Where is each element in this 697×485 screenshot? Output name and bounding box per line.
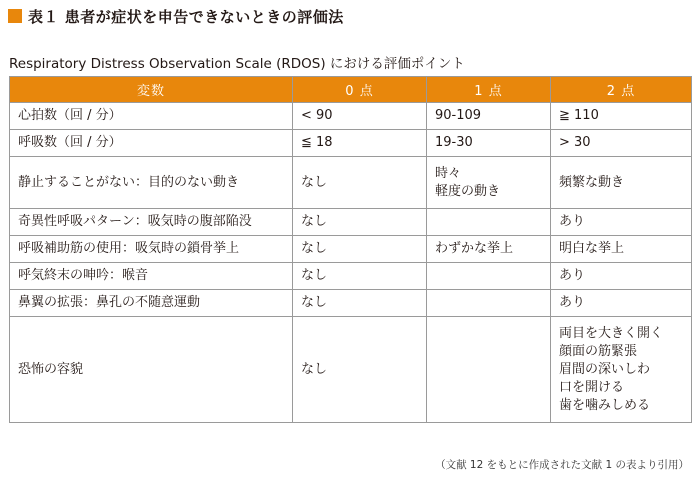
header-variable: 変数 bbox=[10, 77, 293, 103]
score-0-cell: なし bbox=[293, 290, 427, 317]
variable-cell: 奇異性呼吸パターン：吸気時の腹部陥没 bbox=[10, 209, 293, 236]
score-2-cell: あり bbox=[551, 209, 692, 236]
score-0-cell: なし bbox=[293, 263, 427, 290]
table-row bbox=[10, 130, 692, 157]
score-0-cell: なし bbox=[293, 157, 427, 209]
header-score-1: 1 点 bbox=[427, 77, 551, 103]
score-1-cell bbox=[427, 157, 551, 209]
score-1-cell bbox=[427, 263, 551, 290]
cell-line: 両目を大きく開く bbox=[559, 325, 664, 341]
score-0-cell: なし bbox=[293, 317, 427, 423]
cell-line: 軽度の動き bbox=[435, 183, 501, 199]
variable-cell: 鼻翼の拡張：鼻孔の不随意運動 bbox=[10, 290, 293, 317]
variable-cell: 恐怖の容貌 bbox=[10, 317, 293, 423]
score-1-cell bbox=[427, 317, 551, 423]
variable-cell: 心拍数（回 / 分） bbox=[10, 103, 293, 130]
score-1-cell bbox=[427, 290, 551, 317]
score-0-cell: なし bbox=[293, 209, 427, 236]
score-2-cell: あり bbox=[551, 290, 692, 317]
score-1-cell: わずかな挙上 bbox=[427, 236, 551, 263]
score-1-cell bbox=[427, 209, 551, 236]
score-2-cell: 頻繁な動き bbox=[551, 157, 692, 209]
score-0-cell: ≦ 18 bbox=[293, 130, 427, 157]
table-row bbox=[10, 209, 692, 236]
variable-cell: 呼吸数（回 / 分） bbox=[10, 130, 293, 157]
rdos-table bbox=[9, 76, 692, 423]
score-2-cell: > 30 bbox=[551, 130, 692, 157]
score-2-cell: ≧ 110 bbox=[551, 103, 692, 130]
score-2-cell: あり bbox=[551, 263, 692, 290]
cell-line: 顔面の筋緊張 bbox=[559, 343, 638, 359]
variable-cell: 呼気終末の呻吟：喉音 bbox=[10, 263, 293, 290]
cell-line: 歯を噛みしめる bbox=[559, 397, 651, 413]
cell-line: 眉間の深いしわ bbox=[559, 361, 651, 377]
header-score-0: 0 点 bbox=[293, 77, 427, 103]
table-row bbox=[10, 236, 692, 263]
cell-line: 口を開ける bbox=[559, 379, 625, 395]
score-1-cell: 90-109 bbox=[427, 103, 551, 130]
table-subtitle: Respiratory Distress Observation Scale (RDOS) における評価ポイント bbox=[9, 56, 465, 72]
table-row bbox=[10, 263, 692, 290]
table-row bbox=[10, 157, 692, 209]
title-marker-square bbox=[8, 9, 22, 23]
score-1-cell: 19-30 bbox=[427, 130, 551, 157]
table-row bbox=[10, 317, 692, 423]
table-body bbox=[10, 103, 692, 423]
score-0-cell: < 90 bbox=[293, 103, 427, 130]
cell-line: 時々 bbox=[435, 165, 462, 181]
score-2-cell: 明白な挙上 bbox=[551, 236, 692, 263]
table-header-row bbox=[10, 77, 692, 103]
title-text: 表１ 患者が症状を申告できないときの評価法 bbox=[28, 7, 344, 26]
table-row bbox=[10, 290, 692, 317]
variable-cell: 静止することがない：目的のない動き bbox=[10, 157, 293, 209]
table-title bbox=[8, 6, 344, 26]
variable-cell: 呼吸補助筋の使用：吸気時の鎖骨挙上 bbox=[10, 236, 293, 263]
score-2-cell bbox=[551, 317, 692, 423]
header-score-2: 2 点 bbox=[551, 77, 692, 103]
table-row bbox=[10, 103, 692, 130]
source-footnote: （文献 12 をもとに作成された文献 1 の表より引用） bbox=[435, 459, 689, 471]
score-0-cell: なし bbox=[293, 236, 427, 263]
